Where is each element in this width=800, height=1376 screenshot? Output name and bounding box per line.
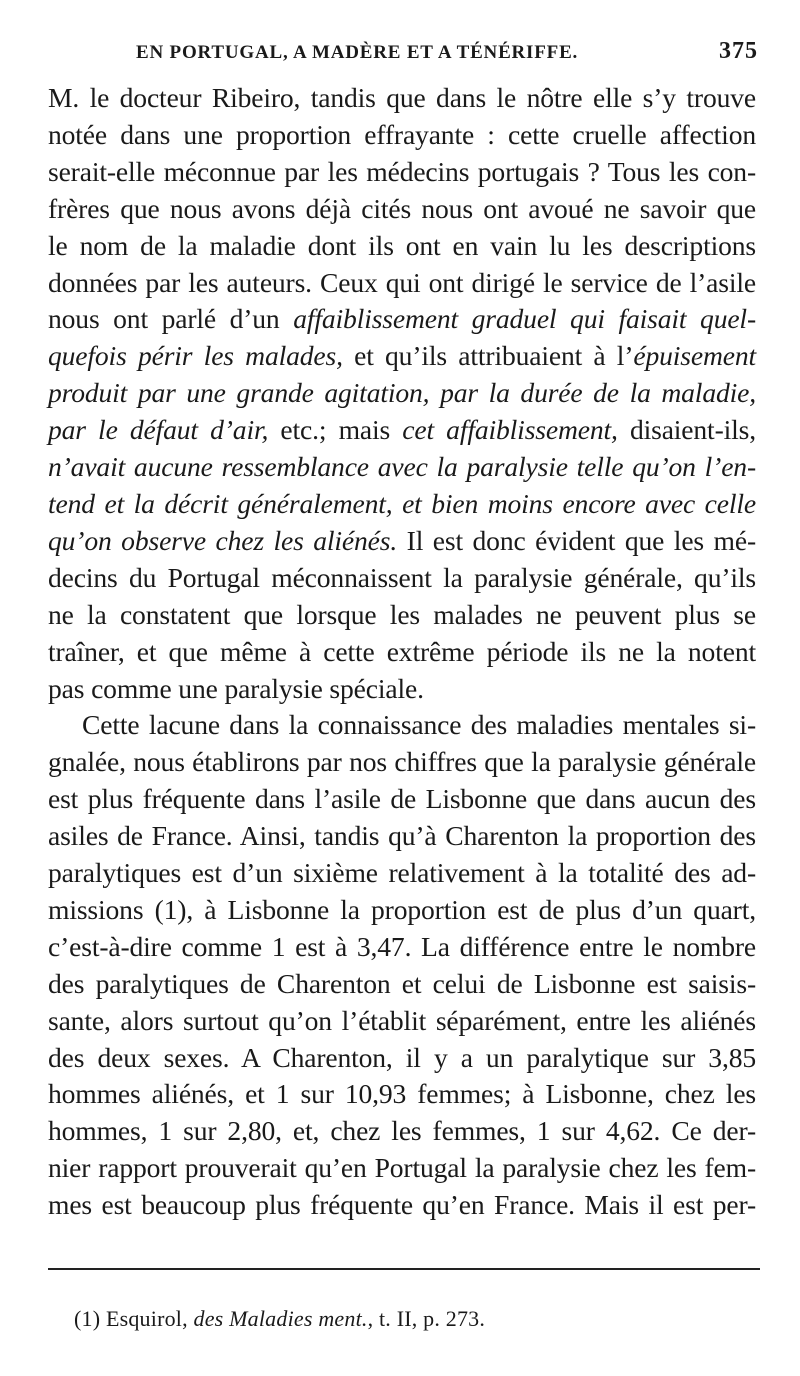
italic-run: n’avait aucune ressemblance avec la paralysie telle qu’on l’en-	[48, 451, 756, 483]
footnote-marker: (1) Esquirol,	[74, 1306, 194, 1331]
text-line: decins du Portugal méconnaissent la paralysie générale, qu’ils	[48, 561, 756, 593]
text-line: Cette lacune dans la connaissance des maladies mentales si-	[82, 709, 756, 741]
text-run: disaient-ils,	[617, 414, 756, 446]
text-line: missions (1), à Lisbonne la proportion est de plus d’un quart,	[48, 893, 756, 925]
italic-run: cet affaiblissement,	[402, 414, 618, 446]
text-line: mes est beaucoup plus fréquente qu’en France. Mais il est per-	[48, 1189, 756, 1221]
italic-run: quefois périr les malades,	[48, 340, 343, 372]
text-line: serait-elle méconnue par les médecins portugais ? Tous les con-	[48, 155, 756, 187]
text-line	[48, 449, 756, 486]
text-line: c’est-à-dire comme 1 est à 3,47. La différence entre le nombre	[48, 930, 756, 962]
text-line: nier rapport prouverait qu’en Portugal la paralysie chez les fem-	[48, 1152, 756, 1184]
text-line: des paralytiques de Charenton et celui de Lisbonne est saisis-	[48, 967, 756, 999]
text-line: est plus fréquente dans l’asile de Lisbonne que dans aucun des	[48, 783, 756, 815]
text-run: et qu’ils attribuaient à l’	[342, 340, 634, 372]
body-text	[48, 80, 756, 1224]
text-line	[48, 375, 756, 412]
text-line: des deux sexes. A Charenton, il y a un paralytique sur 3,85	[48, 1041, 756, 1073]
text-line: ne la constatent que lorsque les malades ne peuvent plus se	[48, 598, 756, 630]
italic-run: produit par une grande agitation, par la durée de la maladie,	[48, 377, 756, 409]
running-title: EN PORTUGAL, A MADÈRE ET A TÉNÉRIFFE.	[136, 42, 579, 63]
text-line	[48, 412, 756, 449]
text-line: gnalée, nous établirons par nos chiffres que la paralysie générale	[48, 746, 756, 778]
text-line: données par les auteurs. Ceux qui ont dirigé le service de l’asile	[48, 266, 756, 298]
text-line: asiles de France. Ainsi, tandis qu’à Charenton la proportion des	[48, 820, 756, 852]
text-line	[48, 301, 756, 338]
text-line: hommes aliénés, et 1 sur 10,93 femmes; à Lisbonne, chez les	[48, 1078, 756, 1110]
page-number: 375	[719, 38, 758, 64]
footnote-rule	[48, 1268, 760, 1270]
italic-run: affaiblissement graduel qui faisait quel-	[293, 303, 756, 335]
text-line: traîner, et que même à cette extrême période ils ne la notent	[48, 635, 756, 667]
footnote	[74, 1306, 485, 1332]
text-run: Il est donc évident que les mé-	[397, 524, 757, 556]
italic-run: qu’on observe chez les aliénés.	[48, 524, 398, 556]
text-line: paralytiques est d’un sixième relativement à la totalité des ad-	[48, 857, 756, 889]
text-line: sante, alors surtout qu’on l’établit séparément, entre les aliénés	[48, 1004, 756, 1036]
text-line: pas comme une paralysie spéciale.	[48, 672, 424, 704]
italic-run: épuisement	[633, 340, 756, 372]
text-line: le nom de la maladie dont ils ont en vain lu les descriptions	[48, 229, 756, 261]
text-line: hommes, 1 sur 2,80, et, chez les femmes, 1 sur 4,62. Ce der-	[48, 1115, 756, 1147]
italic-run: tend et la décrit généralement, et bien moins encore avec celle	[48, 487, 756, 519]
text-line: notée dans une proportion effrayante : cette cruelle affection	[48, 118, 756, 150]
italic-run: par le défaut d’air,	[48, 414, 269, 446]
text-line	[48, 486, 756, 523]
text-line	[48, 338, 756, 375]
text-run: nous ont parlé d’un	[48, 303, 294, 335]
text-line: frères que nous avons déjà cités nous ont avoué ne savoir que	[48, 192, 756, 224]
running-head	[48, 36, 758, 72]
text-line: M. le docteur Ribeiro, tandis que dans le nôtre elle s’y trouve	[48, 82, 756, 113]
text-line	[48, 523, 756, 560]
footnote-ref: , t. II, p. 273.	[367, 1306, 486, 1331]
footnote-title: des Maladies ment.	[193, 1306, 368, 1331]
text-run: etc.; mais	[268, 414, 403, 446]
